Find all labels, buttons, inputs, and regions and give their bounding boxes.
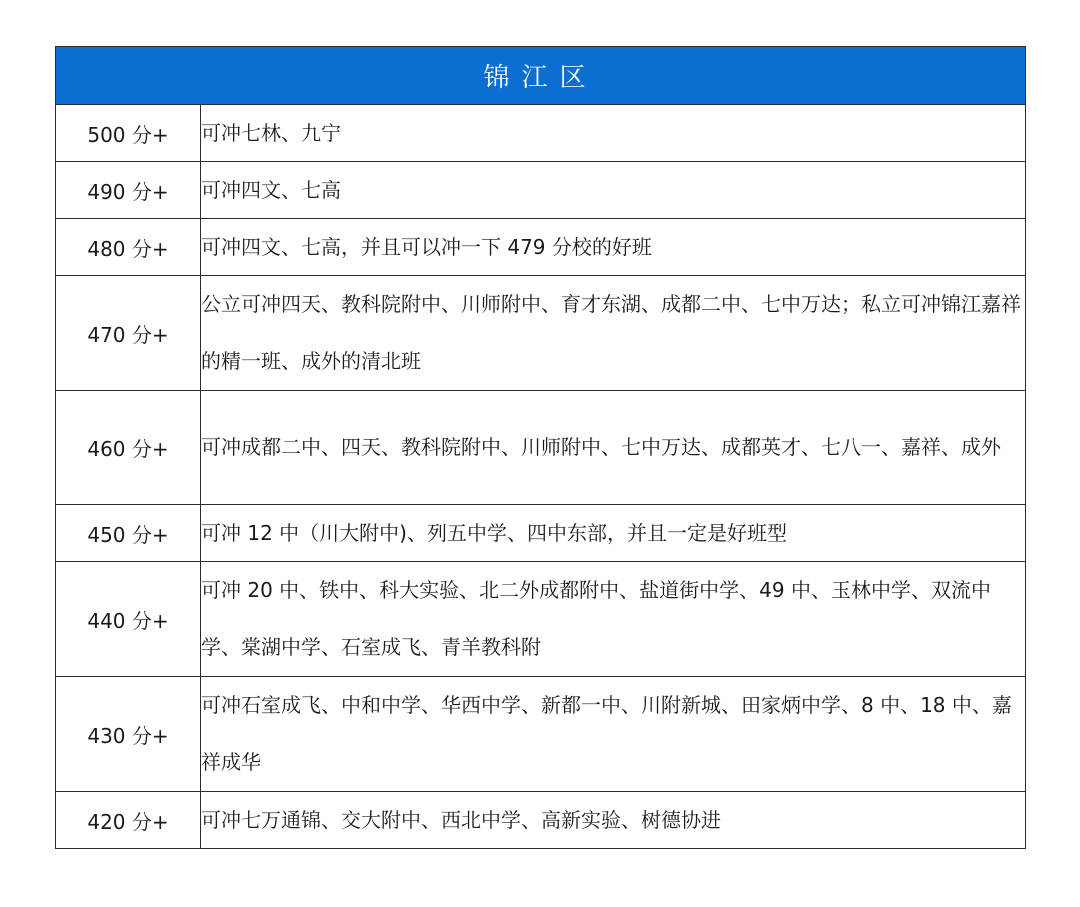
score-cell: 440 分+ [56, 562, 201, 677]
score-cell: 460 分+ [56, 391, 201, 505]
description-cell: 可冲 20 中、铁中、科大实验、北二外成都附中、盐道街中学、49 中、玉林中学、双流中学、棠湖中学、石室成飞、青羊教科附 [201, 562, 1026, 677]
score-cell: 490 分+ [56, 162, 201, 219]
description-cell: 可冲 12 中（川大附中)、列五中学、四中东部，并且一定是好班型 [201, 505, 1026, 562]
description-cell: 可冲七林、九宁 [201, 105, 1026, 162]
description-cell: 公立可冲四天、教科院附中、川师附中、育才东湖、成都二中、七中万达；私立可冲锦江嘉祥的精一班、成外的清北班 [201, 276, 1026, 391]
table-title: 锦江区 [56, 47, 1026, 105]
table-row [56, 219, 1026, 276]
table-row [56, 677, 1026, 792]
score-table [55, 46, 1026, 849]
score-cell: 420 分+ [56, 792, 201, 849]
table-row [56, 105, 1026, 162]
table-row [56, 391, 1026, 505]
score-cell: 480 分+ [56, 219, 201, 276]
description-cell: 可冲石室成飞、中和中学、华西中学、新都一中、川附新城、田家炳中学、8 中、18 中、嘉祥成华 [201, 677, 1026, 792]
description-cell: 可冲七万通锦、交大附中、西北中学、高新实验、树德协进 [201, 792, 1026, 849]
table-header-row [56, 47, 1026, 105]
table-row [56, 505, 1026, 562]
score-cell: 500 分+ [56, 105, 201, 162]
description-cell: 可冲四文、七高，并且可以冲一下 479 分校的好班 [201, 219, 1026, 276]
score-cell: 470 分+ [56, 276, 201, 391]
table-row [56, 562, 1026, 677]
score-cell: 450 分+ [56, 505, 201, 562]
score-table-container [55, 46, 1025, 849]
score-cell: 430 分+ [56, 677, 201, 792]
table-row [56, 276, 1026, 391]
description-cell: 可冲成都二中、四天、教科院附中、川师附中、七中万达、成都英才、七八一、嘉祥、成外 [201, 391, 1026, 505]
description-cell: 可冲四文、七高 [201, 162, 1026, 219]
table-row [56, 162, 1026, 219]
table-row [56, 792, 1026, 849]
